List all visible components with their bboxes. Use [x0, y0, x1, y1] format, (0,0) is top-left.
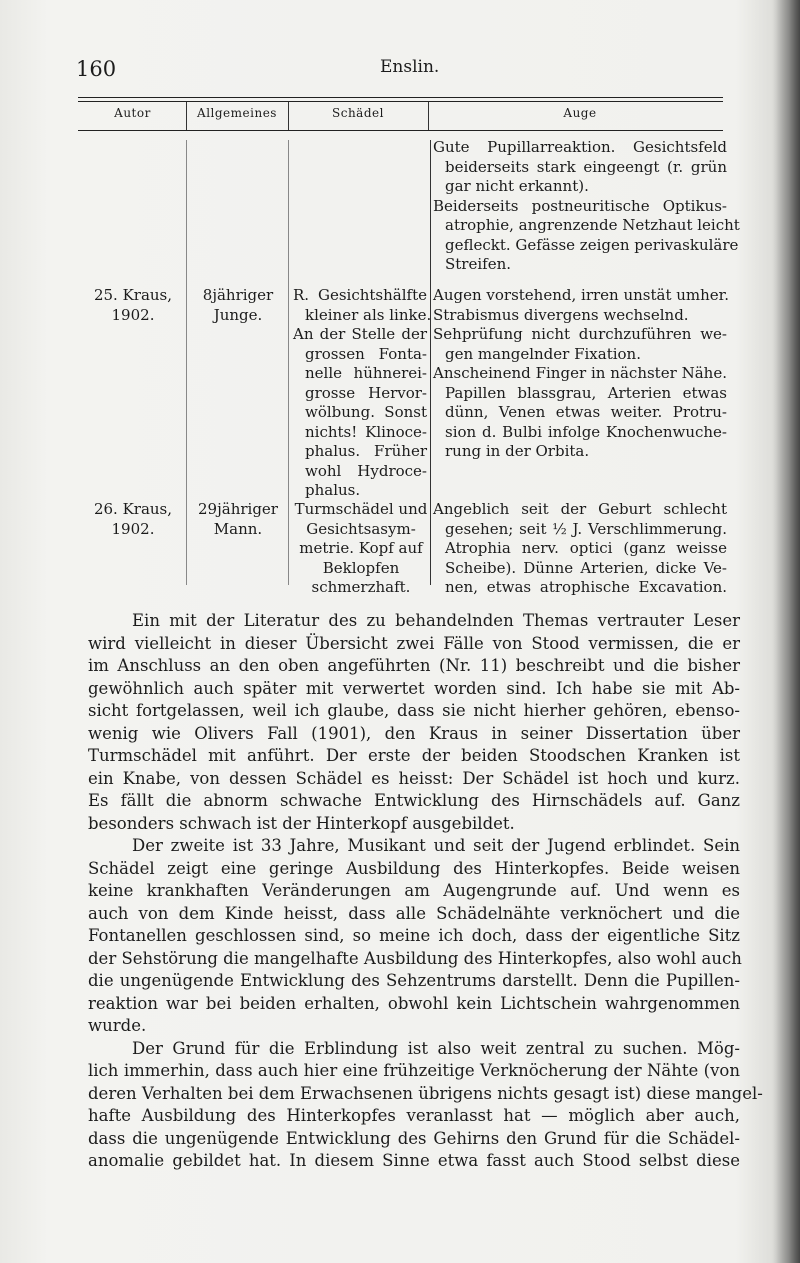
text-line: wenig wie Olivers Fall (1901), den Kraus in seiner Dissertation über: [88, 723, 740, 743]
page-edge-shadow: [772, 0, 800, 1263]
row-25-allgemeines: [190, 286, 286, 325]
row-26-allgemeines: [190, 500, 286, 539]
cell-line: phalus. Früher: [305, 442, 427, 460]
text-line: ein Knabe, von dessen Schädel es heisst: Der Schädel ist hoch und kurz.: [88, 768, 740, 788]
column-header-schaedel: Schädel: [332, 106, 384, 120]
cell-line: grosse Hervor-: [305, 383, 427, 402]
body-text: [88, 610, 763, 1173]
cell-line: Gute Pupillarreaktion. Gesichtsfeld: [433, 138, 727, 156]
cell-line: kleiner als linke.: [305, 305, 432, 324]
cell-line: Beklopfen: [322, 558, 400, 577]
cell-line: wölbung. Sonst: [305, 403, 427, 421]
text-line: im Anschluss an den oben angeführten (Nr. 11) beschreibt und die bisher: [88, 656, 740, 675]
row-26-auge: [433, 500, 727, 598]
text-line: hafte Ausbildung des Hinterkopfes veranlasst hat — möglich aber auch,: [88, 1106, 740, 1125]
column-header-autor: Autor: [114, 106, 151, 120]
cell-line: Junge.: [213, 305, 263, 324]
cell-line: Atrophia nerv. optici (ganz weisse: [445, 539, 727, 557]
cell-line: Scheibe). Dünne Arterien, dicke Ve-: [445, 558, 727, 577]
cell-line: gen mangelnder Fixation.: [445, 344, 641, 363]
cell-line: gesehen; seit ½ J. Verschlimmerung.: [445, 519, 727, 538]
continued-auge-cell: [433, 138, 740, 275]
cell-line: atrophie, angrenzende Netzhaut leicht: [445, 216, 740, 234]
cell-line: gar nicht erkannt).: [445, 177, 589, 195]
cell-line: Sehprüfung nicht durchzuführen we-: [433, 325, 727, 343]
cell-line: Streifen.: [445, 255, 512, 273]
cell-line: sion d. Bulbi infolge Knochenwuche-: [445, 422, 727, 441]
text-line: lich immerhin, dass auch hier eine frühzeitige Verknöcherung der Nähte (von: [88, 1061, 740, 1080]
cell-line: nen, etwas atrophische Excavation.: [445, 578, 727, 596]
text-line: die ungenügende Entwicklung des Sehzentrums darstellt. Denn die Pupillen-: [88, 971, 740, 990]
cell-line: wohl Hydroce-: [305, 461, 427, 480]
row-26-schaedel: [293, 500, 429, 598]
text-line: Schädel zeigt eine geringe Ausbildung des Hinterkopfes. Beide weisen: [88, 858, 740, 878]
column-separator-1: [186, 140, 187, 585]
cell-line: Anscheinend Finger in nächster Nähe.: [433, 364, 727, 382]
text-line: gewöhnlich auch später mit verwertet worden sind. Ich habe sie mit Ab-: [88, 678, 740, 698]
cell-line: schmerzhaft.: [311, 578, 411, 596]
cell-line: phalus.: [305, 481, 361, 499]
text-line: keine krankhaften Veränderungen am Augengrunde auf. Und wenn es: [88, 881, 740, 900]
text-line: auch von dem Kinde heisst, dass alle Schädelnähte verknöchert und die: [88, 903, 740, 923]
cell-line: 29jähriger: [198, 500, 278, 518]
cell-line: Turmschädel und: [294, 500, 428, 518]
cell-line: Angeblich seit der Geburt schlecht: [433, 500, 727, 518]
cell-line: Papillen blassgrau, Arterien etwas: [445, 383, 727, 402]
cell-line: 1902.: [111, 305, 155, 324]
row-25-schaedel: [293, 286, 432, 501]
table-top-rule-1: [78, 97, 723, 98]
text-line: Ein mit der Literatur des zu behandelnden Themas vertrauter Leser: [132, 611, 740, 630]
table-top-rule-2: [78, 101, 723, 102]
row-25-auge: [433, 286, 727, 462]
cell-line: Gesichtsasym-: [306, 519, 416, 538]
cell-line: 26. Kraus,: [93, 500, 173, 518]
cell-line: Beiderseits postneuritische Optikus-: [433, 196, 727, 215]
text-line: wird vielleicht in dieser Übersicht zwei Fälle von Stood vermissen, die er: [88, 633, 740, 653]
text-line: reaktion war bei beiden erhalten, obwohl kein Lichtschein wahrgenommen: [88, 993, 740, 1013]
cell-line: 8jähriger: [202, 286, 274, 304]
text-line: Turmschädel mit anführt. Der erste der beiden Stoodschen Kranken ist: [88, 746, 740, 765]
text-line: Es fällt die abnorm schwache Entwicklung des Hirnschädels auf. Ganz: [88, 791, 740, 810]
cell-line: beiderseits stark eingeengt (r. grün: [445, 157, 727, 176]
cell-line: grossen Fonta-: [305, 344, 427, 363]
cell-line: Mann.: [213, 519, 263, 538]
cell-line: R. Gesichtshälfte: [293, 286, 427, 304]
text-line: Fontanellen geschlossen sind, so meine ich doch, dass der eigentliche Sitz: [88, 926, 740, 945]
running-head: Enslin.: [380, 57, 440, 77]
column-separator-2: [288, 140, 289, 585]
text-line: sicht fortgelassen, weil ich glaube, dass sie nicht hierher gehören, ebenso-: [88, 701, 740, 720]
cell-line: nichts! Klinoce-: [305, 422, 427, 441]
column-header-auge: Auge: [563, 106, 597, 120]
column-header-allgemeines: Allgemeines: [197, 106, 277, 120]
table-header-rule: [78, 130, 723, 131]
text-line: Der zweite ist 33 Jahre, Musikant und seit der Jugend erblindet. Sein: [132, 836, 740, 855]
cell-line: Augen vorstehend, irren unstät umher.: [433, 286, 729, 304]
text-line: anomalie gebildet hat. In diesem Sinne etwa fasst auch Stood selbst diese: [88, 1151, 740, 1170]
page-number: 160: [76, 57, 117, 81]
cell-line: 1902.: [111, 519, 155, 538]
cell-line: rung in der Orbita.: [445, 442, 590, 460]
column-separator-3: [430, 140, 431, 585]
text-line: Der Grund für die Erblindung ist also weit zentral zu suchen. Mög-: [132, 1038, 740, 1058]
text-line: besonders schwach ist der Hinterkopf ausgebildet.: [88, 813, 515, 833]
cell-line: Strabismus divergens wechselnd.: [433, 305, 689, 324]
text-line: dass die ungenügende Entwicklung des Gehirns den Grund für die Schädel-: [88, 1128, 740, 1148]
header-separator-3: [428, 102, 429, 130]
cell-line: nelle hühnerei-: [305, 364, 427, 382]
text-line: wurde.: [88, 1016, 147, 1035]
text-line: deren Verhalten bei dem Erwachsenen übrigens nichts gesagt ist) diese mangel-: [88, 1083, 763, 1103]
cell-line: 25. Kraus,: [93, 286, 173, 304]
cell-line: An der Stelle der: [293, 325, 427, 343]
text-line: der Sehstörung die mangelhafte Ausbildung des Hinterkopfes, also wohl auch: [88, 948, 742, 968]
cell-line: gefleckt. Gefässe zeigen perivaskuläre: [445, 235, 739, 254]
row-25-autor: [80, 286, 186, 325]
row-26-autor: [80, 500, 186, 539]
cell-line: dünn, Venen etwas weiter. Protru-: [445, 403, 727, 421]
cell-line: metrie. Kopf auf: [299, 539, 423, 557]
